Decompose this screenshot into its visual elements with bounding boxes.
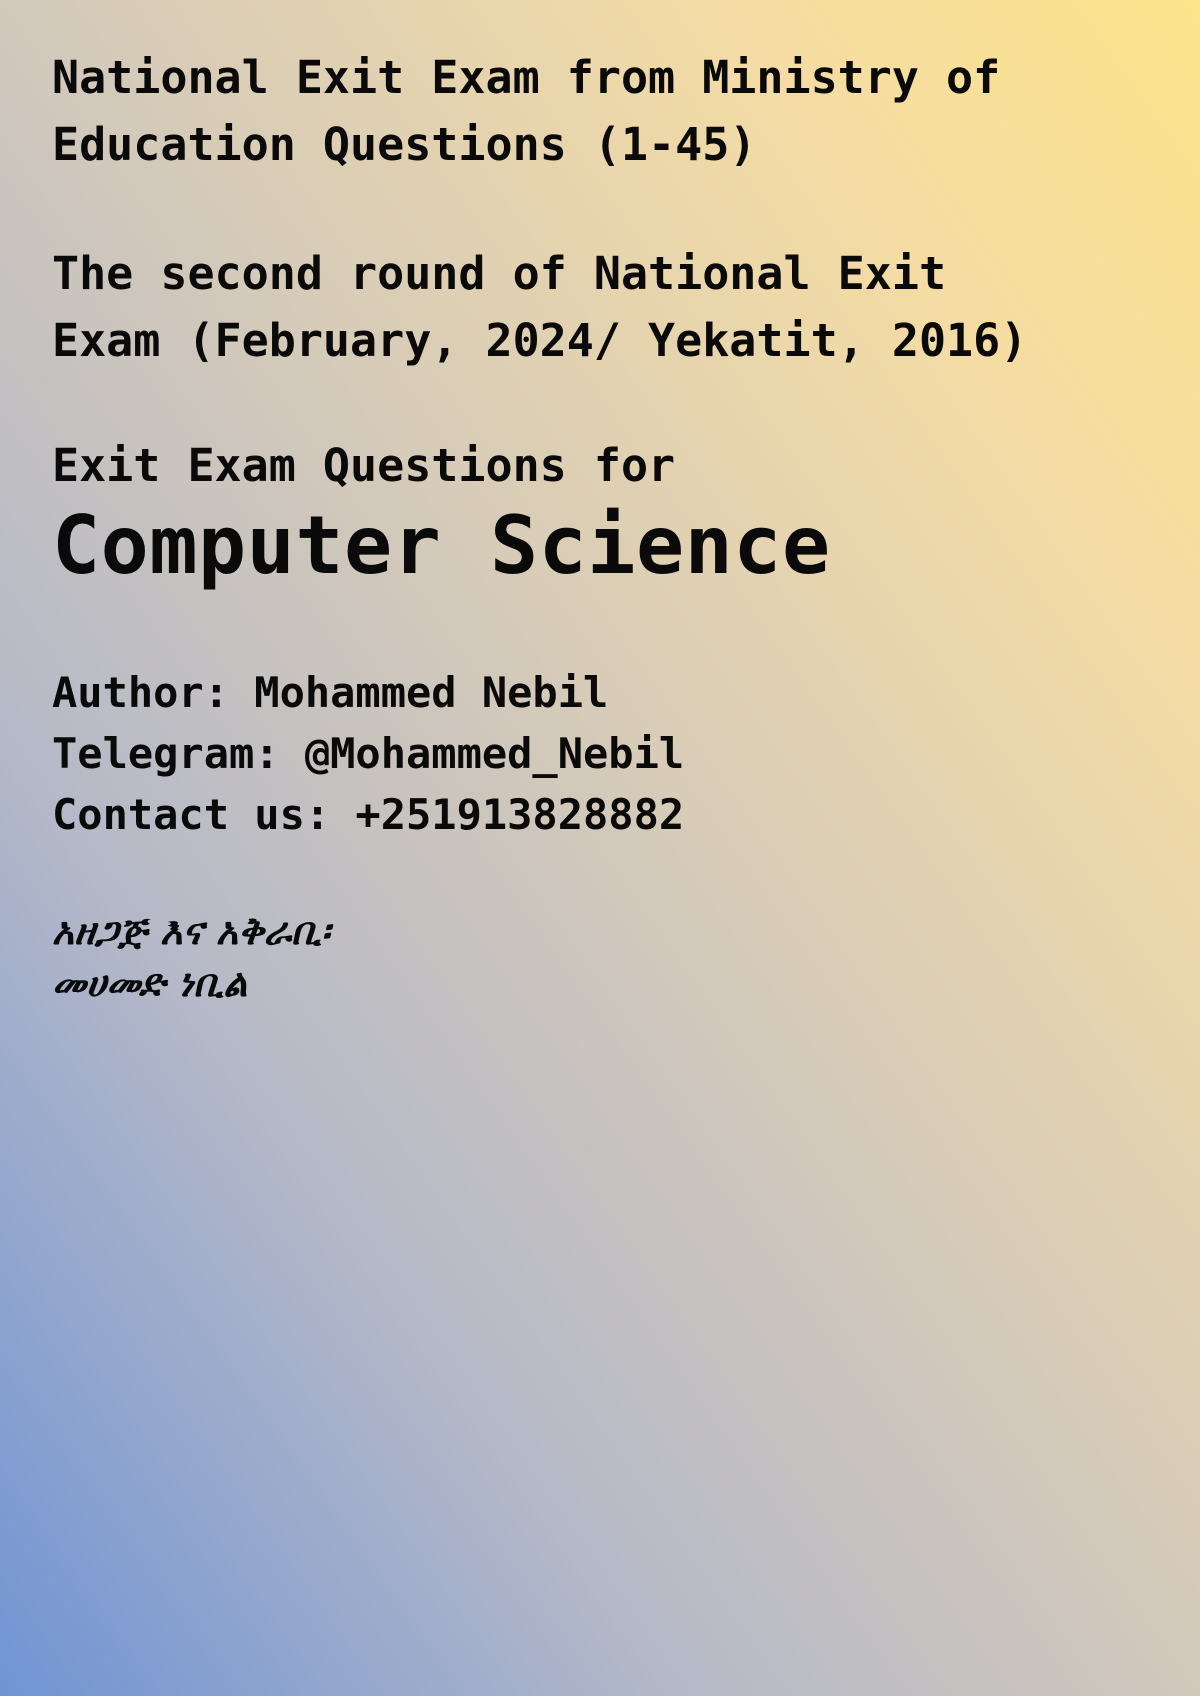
subject-intro: Exit Exam Questions for [52, 439, 676, 492]
amharic-line-1: አዘጋጅ እና አቅራቢ፡ [52, 909, 330, 953]
title-line-1: National Exit Exam from Ministry of [52, 51, 1001, 104]
amharic-credit [52, 905, 1182, 1009]
author-line: Author: Mohammed Nebil [52, 668, 609, 717]
round-line-1: The second round of National Exit [52, 247, 947, 300]
phone-line: Contact us: +251913828882 [52, 790, 685, 839]
subject-name: Computer Science [52, 499, 831, 592]
telegram-line: Telegram: @Mohammed_Nebil [52, 729, 685, 778]
title-line-2: Education Questions (1-45) [52, 118, 757, 171]
cover-page [52, 44, 1182, 1009]
round-line-2: Exam (February, 2024/ Yekatit, 2016) [52, 314, 1028, 367]
exam-round [52, 240, 1182, 374]
amharic-line-2: መሀመድ ነቢል [52, 961, 248, 1005]
document-title [52, 44, 1182, 178]
